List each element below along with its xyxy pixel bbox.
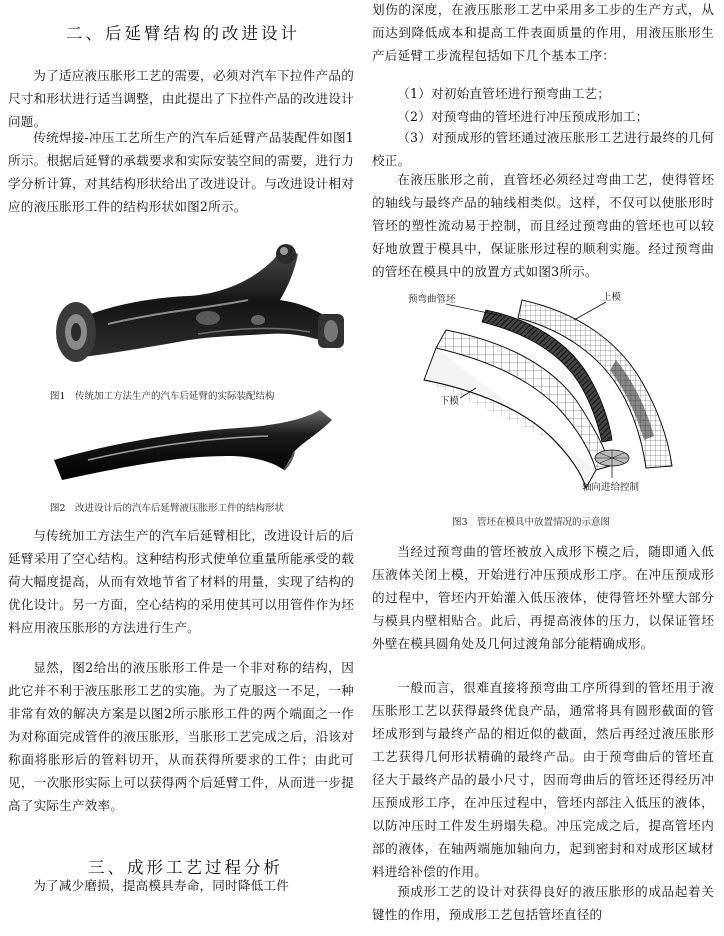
process-step-3: （3）对预成形的管坯通过液压胀形工艺进行最终的几何校正。 (372, 130, 714, 168)
paragraph-left-4: 显然，图2给出的液压胀形工件是一个非对称的结构，因此它并不利于液压胀形工艺的实施。为了克服这一不足，一种非常有效的解决方案是以图2所示胀形工件的两个端面之一作为对称面完成管件的液压胀形，当胀形工艺完成之后，沿该对称面将胀形后的管料切开，从而获得所要求的工件；由此可见，一次胀形实际上可以获得两个后延臂工件，从而进一步提高了实际生产效率。 (8, 660, 354, 813)
figure-3-label-lower-die: 下模 (440, 396, 460, 407)
figure-3-die-schematic (406, 290, 686, 502)
paragraph-left-1: 为了适应液压胀形工艺的需要，必须对汽车下拉件产品的尺寸和形状进行适当调整，由此提出了下拉件产品的改进设计问题。 (8, 68, 354, 129)
section-3-title: 三、成形工艺过程分析 (88, 858, 283, 877)
paragraph-right-5: 预成形工艺的设计对获得良好的液压胀形的成品起着关键性的作用，预成形工艺包括管坯直径的 (372, 884, 714, 922)
figure-3-caption: 图3 管坯在模具中放置情况的示意图 (452, 517, 611, 528)
paragraph-left-5: 为了减少磨损，提高模具寿命，同时降低工件 (33, 878, 290, 893)
figure-1-rear-arm-photo (48, 238, 348, 378)
figure-1-caption: 图1 传统加工方法生产的汽车后延臂的实际装配结构 (50, 391, 275, 402)
process-step-2: （2）对预弯曲的管坯进行冲压预成形加工； (397, 109, 649, 124)
figure-3-label-upper-die: 上模 (602, 292, 622, 303)
section-2-title: 二、后延臂结构的改进设计 (66, 24, 300, 43)
paragraph-right-3: 当经过预弯曲的管坯被放入成形下模之后，随即通入低压液体关闭上模，开始进行冲压预成形工序。在冲压预成形的过程中，管坯内开始灌入低压液体，使得管坯外壁大部分与模具内壁相贴合。此后，再提高液体的压力，以保证管坯外壁在模具圆角处及几何过渡角部分能精确成形。 (372, 544, 714, 651)
process-step-1: （1）对初始直管坯进行预弯曲工艺； (397, 86, 611, 101)
figure-3-label-axial-feed: 轴向进给控制 (582, 482, 640, 493)
figure-2-caption: 图2 改进设计后的汽车后延臂液压胀形工件的结构形状 (50, 503, 285, 514)
paragraph-right-2: 在液压胀形之前，直管坯必须经过弯曲工艺，使得管坯的轴线与最终产品的轴线相类似。这样，不仅可以使胀形时管坯的塑性流动易于控制，而且经过预弯曲的管坯也可以较好地放置于模具中，保证胀形过程的顺利实施。经过预弯曲的管坯在模具中的放置方式如图3所示。 (372, 172, 714, 279)
paragraph-left-2: 传统焊接-冲压工艺所生产的汽车后延臂产品装配件如图1所示。根据后延臂的承载要求和实际安装空间的需要，进行力学分析计算，对其结构形状给出了改进设计。与改进设计相对应的液压胀形工件的结构形状如图2所示。 (8, 130, 354, 214)
paragraph-right-4: 一般而言，很难直接将预弯曲工序所得到的管坯用于液压胀形工艺以获得最终优良产品，通常将具有圆形截面的管坯成形到与最终产品的相近似的截面，然后再经过液压胀形工艺获得几何形状精确的最终产品。由于预弯曲后的管坯直径大于最终产品的最小尺寸，因而弯曲后的管坯还得经历冲压预成形工序，在冲压过程中，管坯内部注入低压的液体，以防冲压时工件发生坍塌失稳。冲压完成之后，提高管坯内部的液体，在轴两端施加轴向力，起到密封和对成形区域材料进给补偿的作用。 (372, 680, 714, 879)
figure-3-label-pretube: 预弯曲管坯 (408, 294, 456, 305)
paragraph-left-3: 与传统加工方法生产的汽车后延臂相比，改进设计后的后延臂采用了空心结构。这种结构形式使单位重量所能承受的载荷大幅度提高，从而有效地节省了材料的用量，实现了结构的优化设计。另一方面，空心结构的采用使其可以用管件作为坯料应用液压胀形的方法进行生产。 (8, 528, 354, 635)
paragraph-right-1: 划伤的深度，在液压胀形工艺中采用多工步的生产方式，从而达到降低成本和提高工件表面质量的作用，用液压胀形生产后延臂工步流程包括如下几个基本工序： (372, 2, 714, 63)
figure-2-hydroformed-part (48, 408, 338, 488)
